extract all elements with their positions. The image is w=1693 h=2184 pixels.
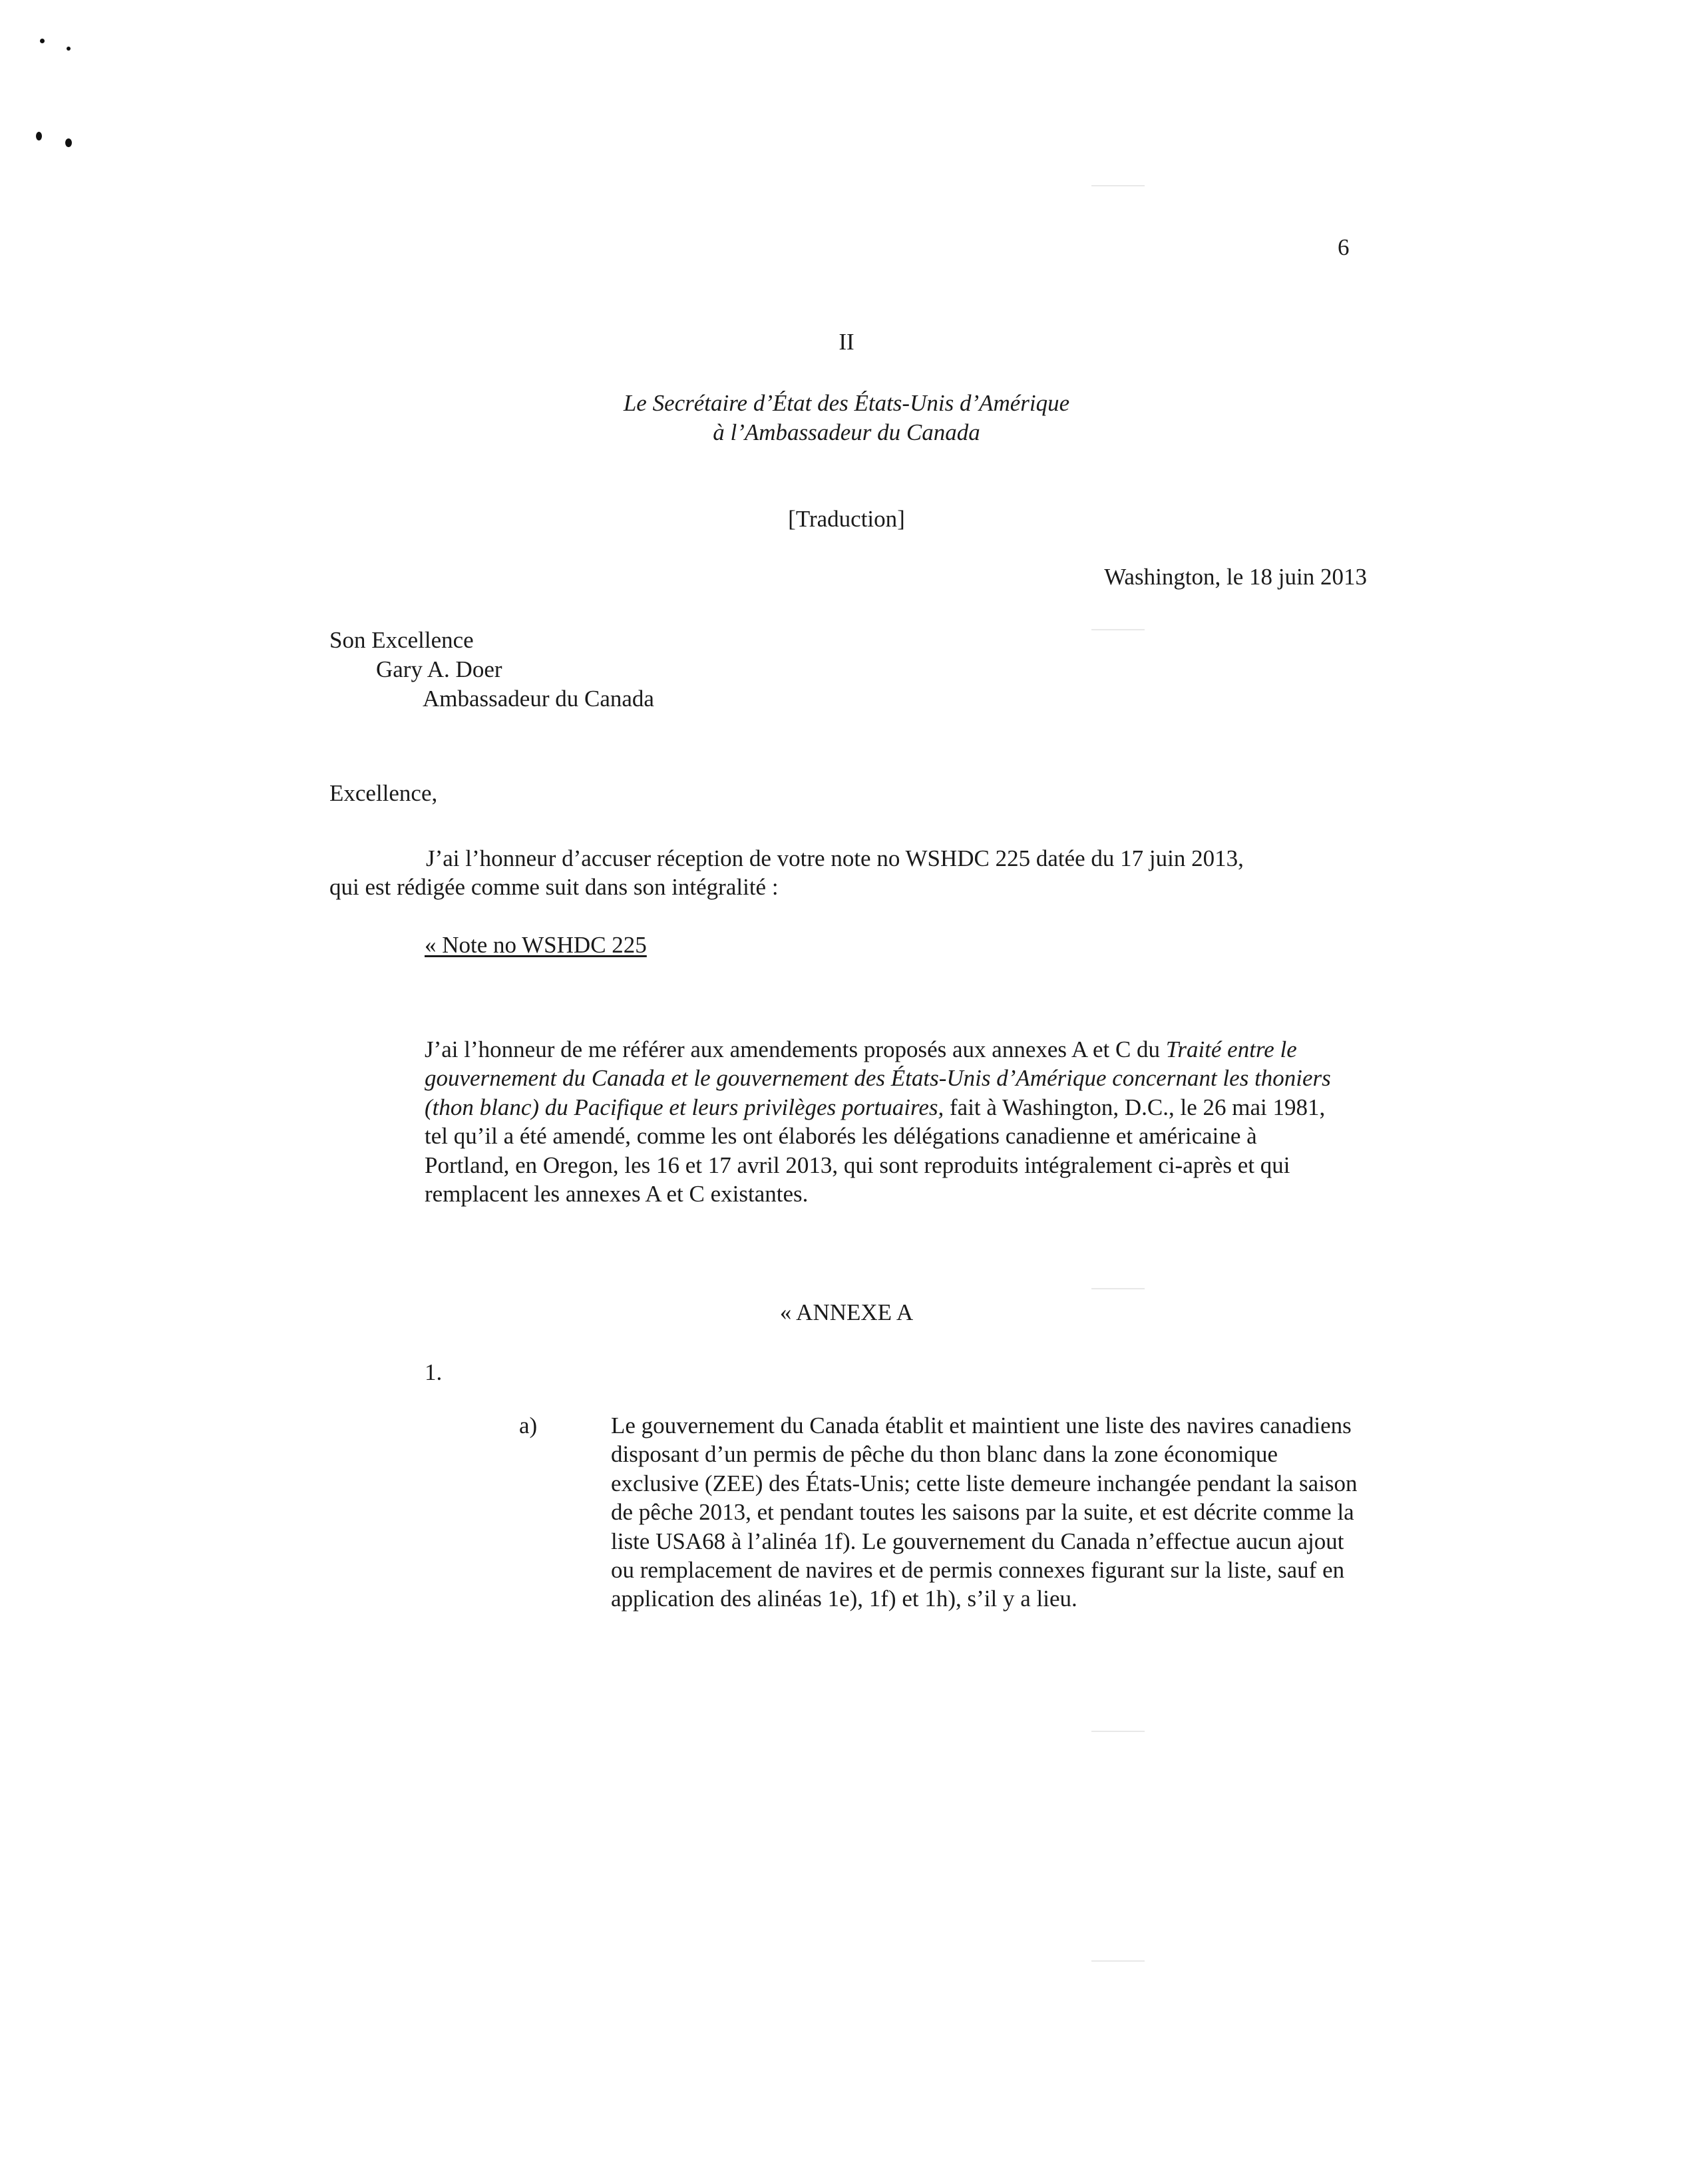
- paragraph-line: qui est rédigée comme suit dans son intégralité :: [329, 874, 779, 901]
- scan-mark: [1091, 1731, 1145, 1732]
- page-number: 6: [1338, 234, 1350, 260]
- scan-mark: [1091, 185, 1145, 186]
- paragraph-text: J’ai l’honneur de me référer aux amendements proposés aux annexes A et C du: [425, 1036, 1166, 1062]
- subitem-label: a): [519, 1413, 538, 1438]
- heading-line: Le Secrétaire d’État des États-Unis d’Amérique: [623, 390, 1070, 416]
- addressee-line: Son Excellence: [329, 627, 474, 653]
- scan-mark: [1091, 629, 1145, 630]
- scan-mark: [1091, 1288, 1145, 1289]
- translation-label: [Traduction]: [788, 506, 905, 532]
- paragraph: [329, 844, 1374, 902]
- section-numeral: II: [839, 329, 854, 355]
- scan-speck: [65, 138, 72, 147]
- item-number: 1.: [425, 1359, 443, 1385]
- scan-mark: [1091, 1960, 1145, 1962]
- salutation: Excellence,: [329, 780, 438, 806]
- treaty-title: Traité entre le gouvernement du Canada et le gouvernement des États-Unis d’Amérique concernant les thoniers (thon blanc) du Pacifique et leurs privilèges portuaires,: [425, 1036, 1331, 1120]
- paragraph-line: J’ai l’honneur d’accuser réception de votre note no WSHDC 225 datée du 17 juin 2013,: [426, 845, 1244, 871]
- paragraph: [425, 1035, 1331, 1208]
- addressee-line: Gary A. Doer: [376, 656, 502, 682]
- scan-speck: [36, 132, 42, 140]
- note-title: « Note no WSHDC 225: [425, 932, 647, 958]
- scan-speck: [40, 39, 45, 43]
- annex-title: « ANNEXE A: [779, 1299, 914, 1325]
- paragraph-text: fait à Washington, D.C., le 26 mai 1981, tel qu’il a été amendé, comme les ont élaborés les délégations canadienne et américaine à Portland, en Oregon, les 16 et 17 avril 2013, qui sont reproduits intégralement ci-après et qui remplacent les annexes A et C existantes.: [425, 1094, 1326, 1207]
- heading-line: à l’Ambassadeur du Canada: [713, 419, 980, 445]
- date-line: Washington, le 18 juin 2013: [1104, 564, 1367, 590]
- addressee-line: Ambassadeur du Canada: [423, 686, 654, 712]
- subitem-text: Le gouvernement du Canada établit et maintient une liste des navires canadiens disposant d’un permis de pêche du thon blanc dans la zone économique exclusive (ZEE) des États-Unis; cette liste demeure inchangée pendant la saison de pêche 2013, et pendant toutes les saisons par la suite, et est décrite comme la liste USA68 à l’alinéa 1f). Le gouvernement du Canada n’effectue aucun ajout ou remplacement de navires et de permis connexes figurant sur la liste, sauf en application des alinéas 1e), 1f) et 1h), s’il y a lieu.: [611, 1413, 1358, 1612]
- scan-speck: [67, 47, 71, 51]
